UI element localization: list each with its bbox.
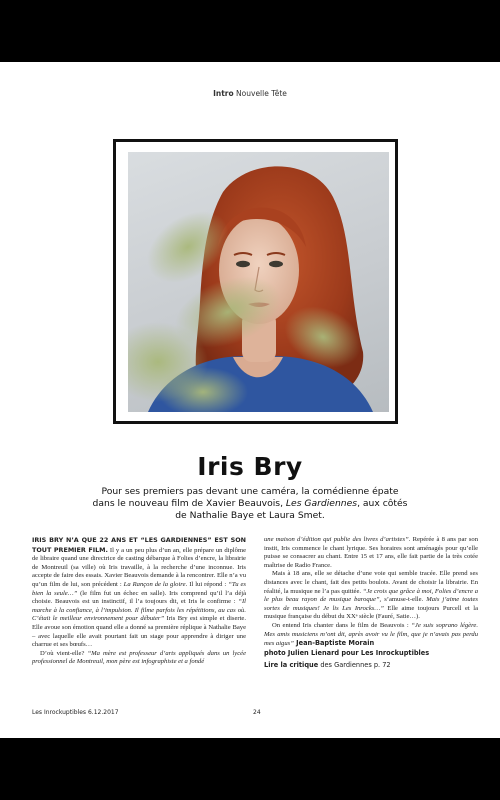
column-right — [264, 536, 478, 671]
body-text: On entend Iris chanter dans le film de Beauvois : — [272, 621, 412, 629]
section-subname: Nouvelle Tête — [236, 89, 287, 98]
quote: “Tu es bien la seule…” — [32, 580, 246, 597]
portrait-illustration — [128, 152, 389, 412]
paragraph — [264, 536, 478, 570]
see-also-label: Lire la critique — [264, 661, 319, 670]
deck-film-title: Les Gardiennes — [285, 498, 358, 510]
film-title: La Rançon de la gloire — [123, 580, 186, 588]
see-also-text: des Gardiennes p. 72 — [318, 661, 391, 670]
column-left — [32, 536, 246, 667]
quote: “Ma mère est professeur d’arts appliqués dans un lycée professionnel de Montreuil, mon père est infographiste et a fondé — [32, 649, 246, 666]
publication-name: Les Inrockuptibles — [32, 709, 87, 716]
lead-in: IRIS BRY N’A QUE 22 ANS ET “LES GARDIENNES” EST SON TOUT PREMIER FILM. — [32, 536, 246, 554]
portrait-photo — [128, 152, 389, 412]
deck-text-1: Pour ses premiers pas devant une caméra, la comédienne épate dans le nouveau film de Xavier Beauvois, — [92, 486, 399, 510]
photo-frame — [113, 139, 398, 424]
issue-date: 6.12.2017 — [87, 709, 119, 716]
see-also — [264, 661, 478, 671]
article-title: Iris Bry — [197, 452, 303, 481]
body-text: Mais à 18 ans, elle se détache d’une voie qui semble tracée. Elle prend ses distances avec le chant, fait des petits boulots. Avant de choisir la librairie. En réalité, la musique ne l’a pas quittée. — [264, 570, 478, 595]
photo-credit: photo Julien Lienard pour Les Inrockuptibles — [264, 648, 430, 657]
article-body — [32, 536, 478, 716]
quote: “Je suis soprano légère. Mes amis musiciens m’ont dit, après avoir vu le film, que je n’avais pas perdu mes aigus” — [264, 621, 478, 648]
body-text: Il y a un peu plus d’un an, elle prépare un diplôme de libraire quand une directrice de casting débarque à Folies d’encre, la librairie de Montreuil (sa ville) où Iris travaille, à la recherche d’une inconnue. Iris accepte de faire des essais. Xavier Beauvois demande à la rencontrer. Elle n’a vu qu’un film de lui, son précédent : — [32, 546, 246, 588]
body-text: Elle aime toujours Purcell et la musique française du début du XXᵉ siècle (Fauré, Satie…). — [264, 604, 478, 621]
body-text: D’où vient-elle? — [40, 649, 88, 657]
body-text: (le film fut un échec en salle). Iris comprend qu’il l’a déjà choisie. Beauvois est un instinctif, il l’a toujours dit, et Iris le confirme : — [32, 589, 247, 606]
section-name: Intro — [213, 89, 234, 98]
paragraph — [32, 536, 246, 650]
quote: “Je crois que grâce à moi, Folies d’encre a le plus beau rayon de musique baroque”, — [264, 587, 478, 604]
deck-text-2: , aux côtés de Nathalie Baye et Laura Smet. — [175, 498, 408, 522]
quote: Mais j’aime toutes sortes de musiques! Je lis Les Inrocks…” — [264, 596, 478, 612]
paragraph — [264, 570, 478, 622]
article-deck — [90, 486, 410, 523]
folio — [32, 709, 119, 716]
author-credit: Jean-Baptiste Morain — [293, 639, 375, 648]
body-text: . Il lui répond : — [185, 580, 229, 588]
paragraph — [32, 650, 246, 667]
paragraph — [264, 622, 478, 658]
quote: “Il marche à la confiance, à l’impulsion. Il filme parfois les répétitions, au cas où. C’était le meilleur environnement pour débuter” — [32, 598, 246, 623]
body-text: Iris Bry est simple et diserte. Elle avoue son émotion quand elle a donné sa première réplique à Nathalie Baye – avec laquelle elle avait pourtant fait un stage pour apprendre à diriger une charrue et ses bœufs… — [32, 615, 246, 649]
quote: une maison d’édition qui publie des livres d’artistes”. — [264, 536, 411, 543]
body-text: Repérée à 8 ans par son instit, Iris commence le chant lyrique. Ses horaires sont aménagés pour qu’elle puisse se consacrer au chant. Entre 15 et 17 ans, elle fait partie de la très cotée maîtrise de Radio France. — [264, 536, 478, 569]
magazine-page — [0, 62, 500, 738]
page-number: 24 — [253, 709, 261, 716]
section-label — [0, 89, 500, 98]
body-text: s’amuse-t-elle. — [381, 596, 427, 604]
